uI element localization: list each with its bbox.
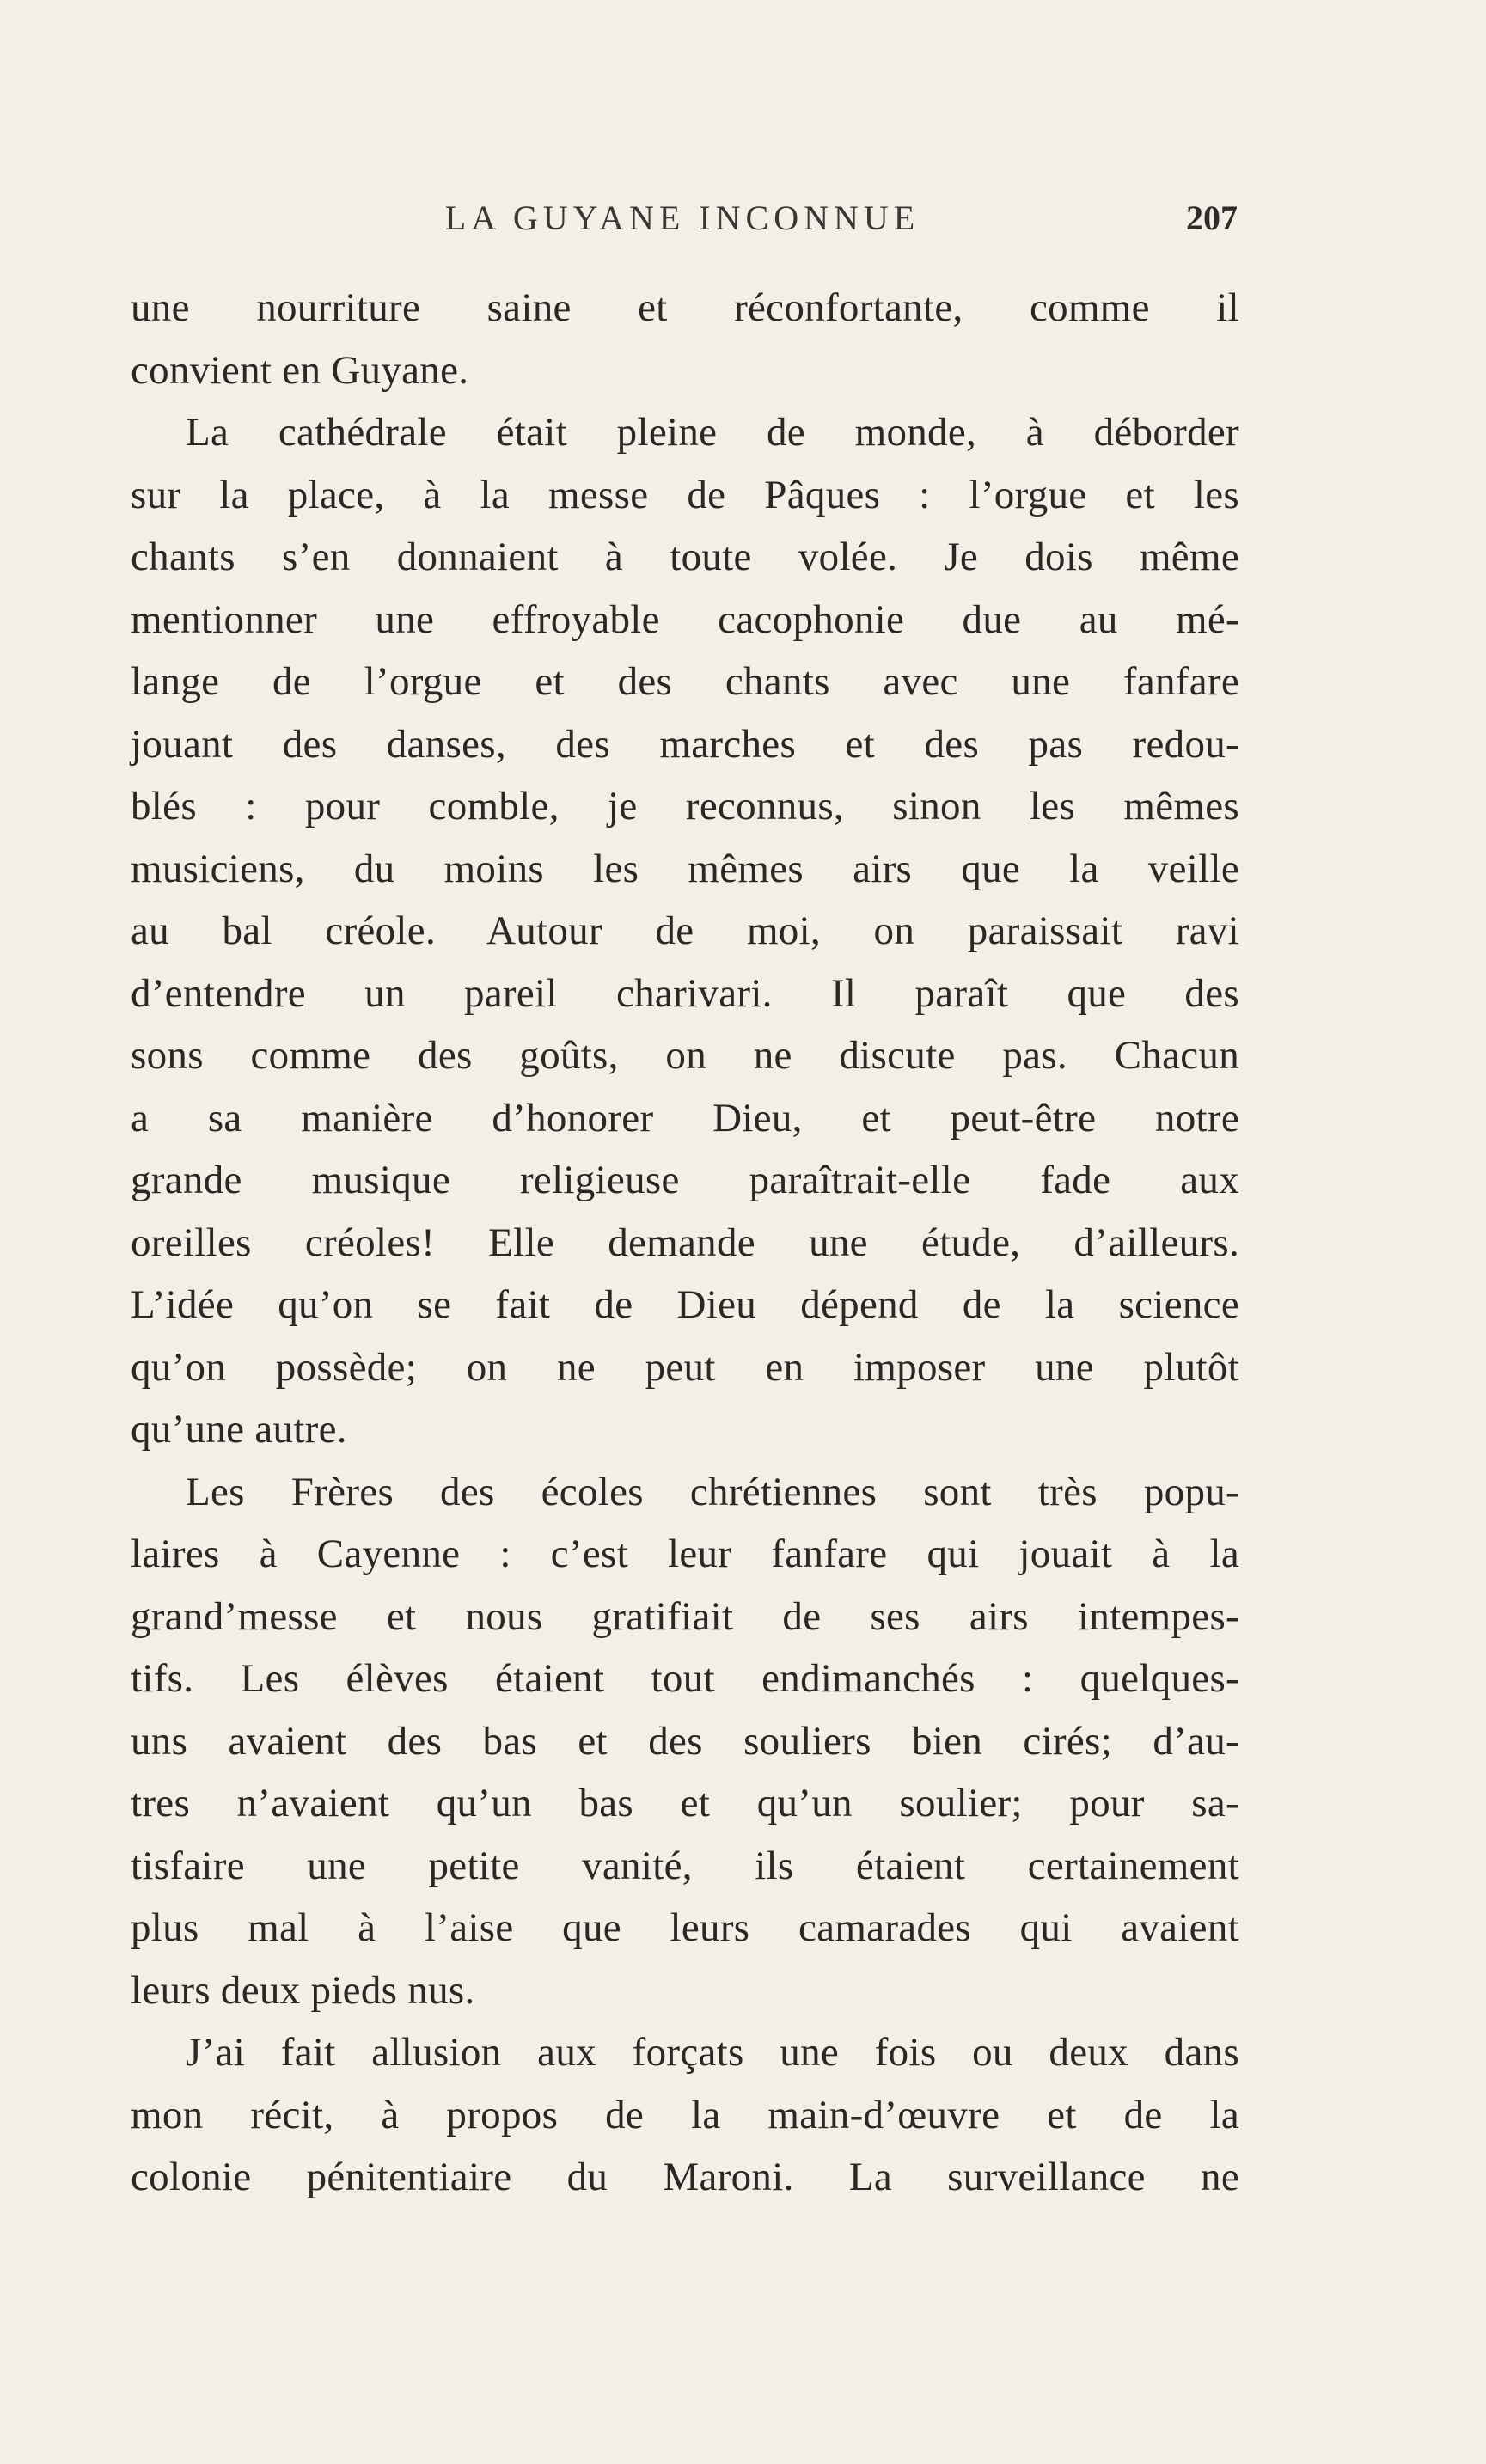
running-title: LA GUYANE INCONNUE (444, 199, 920, 237)
body-text (131, 277, 1239, 2209)
text-line: tifs. Les élèves étaient tout endimanchés : quelques- (131, 1656, 1239, 1701)
text-line: grande musique religieuse paraîtrait-elle fade aux (131, 1158, 1239, 1202)
text-line: tisfaire une petite vanité, ils étaient certainement (131, 1843, 1239, 1888)
text-line: a sa manière d’honorer Dieu, et peut-être notre (131, 1095, 1239, 1140)
text-line: mon récit, à propos de la main-d’œuvre et de la (131, 2092, 1239, 2137)
text-line: Les Frères des écoles chrétiennes sont très popu- (186, 1469, 1239, 1514)
text-line: jouant des danses, des marches et des pas redou- (131, 721, 1239, 767)
text-line: sur la place, à la messe de Pâques : l’orgue et les (131, 472, 1239, 517)
page-number: 207 (1186, 199, 1238, 237)
text-line: convient en Guyane. (131, 347, 469, 393)
text-line: laires à Cayenne : c’est leur fanfare qui jouait à la (131, 1532, 1239, 1576)
text-line: L’idée qu’on se fait de Dieu dépend de la science (131, 1282, 1239, 1327)
text-line: lange de l’orgue et des chants avec une fanfare (131, 659, 1239, 704)
text-line: sons comme des goûts, on ne discute pas. Chacun (131, 1033, 1239, 1078)
text-line: leurs deux pieds nus. (131, 1967, 475, 2013)
text-line: blés : pour comble, je reconnus, sinon les mêmes (131, 784, 1239, 828)
text-line: colonie pénitentiaire du Maroni. La surveillance ne (131, 2155, 1239, 2199)
text-line: uns avaient des bas et des souliers bien cirés; d’au- (131, 1718, 1239, 1764)
text-line: plus mal à l’aise que leurs camarades qui avaient (131, 1905, 1239, 1950)
text-line: d’entendre un pareil charivari. Il paraît que des (131, 970, 1239, 1016)
text-line: chants s’en donnaient à toute volée. Je dois même (131, 535, 1239, 579)
text-line: au bal créole. Autour de moi, on paraissait ravi (131, 908, 1239, 953)
text-line: grand’messe et nous gratifiait de ses airs intempes- (131, 1593, 1239, 1639)
text-line: La cathédrale était pleine de monde, à déborder (186, 410, 1239, 455)
text-line: musiciens, du moins les mêmes airs que la veille (131, 846, 1239, 891)
text-line: qu’une autre. (131, 1407, 347, 1452)
text-line: oreilles créoles! Elle demande une étude, d’ailleurs. (131, 1220, 1239, 1265)
text-line: tres n’avaient qu’un bas et qu’un soulier; pour sa- (131, 1781, 1239, 1825)
text-line: une nourriture saine et réconfortante, comme il (131, 285, 1239, 330)
page-header (127, 193, 1238, 244)
text-line: J’ai fait allusion aux forçats une fois ou deux dans (186, 2030, 1239, 2075)
text-line: mentionner une effroyable cacophonie due au mé- (131, 596, 1239, 642)
text-line: qu’on possède; on ne peut en imposer une plutôt (131, 1344, 1239, 1390)
